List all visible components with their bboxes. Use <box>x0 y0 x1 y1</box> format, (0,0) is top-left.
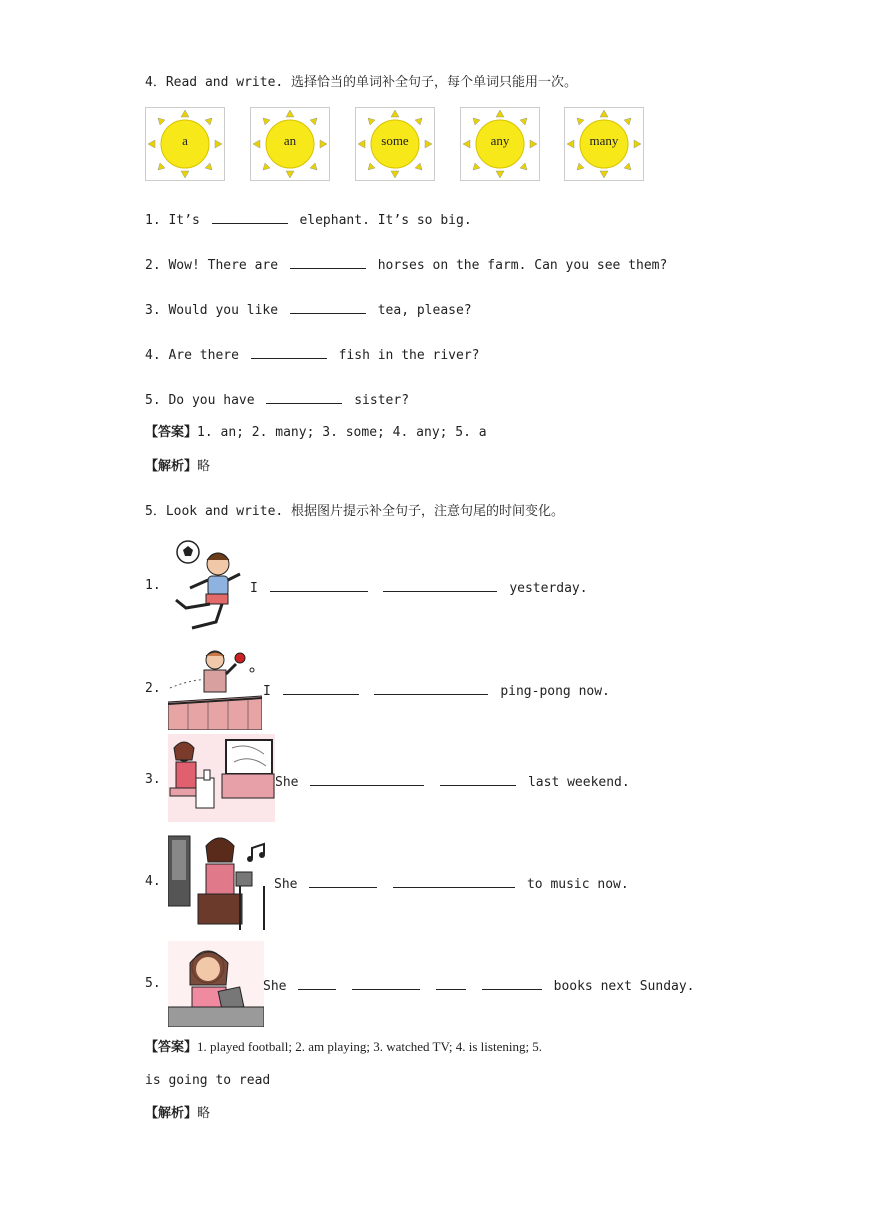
answer-blank[interactable] <box>283 681 359 695</box>
boy-playing-football-picture <box>168 538 248 634</box>
word-card-some <box>355 107 435 181</box>
section-5-answer: 【答案】1. played football; 2. am playing; 3. watched TV; 4. is listening; 5. <box>145 1039 543 1054</box>
section-4-title: 4．Read and write. 选择恰当的单词补全句子，每个单词只能用一次。 <box>145 75 578 90</box>
answer-blank[interactable] <box>290 255 366 269</box>
exercise-5-item-3: She last weekend. <box>275 772 630 790</box>
answer-blank[interactable] <box>482 976 542 990</box>
item-number: 3. <box>145 772 161 787</box>
answer-blank[interactable] <box>266 390 342 404</box>
girl-watching-tv-picture <box>168 734 275 822</box>
word-card-label: an <box>283 133 297 148</box>
word-card-label: a <box>182 133 188 148</box>
exercise-5-item-2: I ping-pong now. <box>263 681 610 699</box>
answer-blank[interactable] <box>393 874 515 888</box>
exercise-5-item-4: She to music now. <box>274 874 629 892</box>
answer-blank[interactable] <box>352 976 420 990</box>
item-number: 5. <box>145 976 161 991</box>
exercise-4-item-3: 3. Would you like tea, please? <box>145 300 472 320</box>
section-5-title: 5．Look and write. 根据图片提示补全句子，注意句尾的时间变化。 <box>145 504 565 519</box>
section-5-answer-continued: is going to read <box>145 1073 271 1088</box>
word-card-label: some <box>381 133 409 148</box>
answer-blank[interactable] <box>290 300 366 314</box>
answer-blank[interactable] <box>374 681 488 695</box>
girl-reading-book-picture <box>168 941 264 1027</box>
section-5-analysis: 【解析】略 <box>145 1106 211 1121</box>
answer-blank[interactable] <box>310 772 424 786</box>
girl-listening-to-music-picture <box>168 832 274 930</box>
section-4-answer: 【答案】1. an; 2. many; 3. some; 4. any; 5. a <box>145 425 487 440</box>
exercise-4-item-5: 5. Do you have sister? <box>145 390 409 410</box>
answer-blank[interactable] <box>298 976 336 990</box>
exercise-5-item-1: I yesterday. <box>250 578 588 596</box>
word-card-a <box>145 107 225 181</box>
boy-playing-ping-pong-picture <box>168 646 262 730</box>
exercise-5-item-5: She books next Sunday. <box>263 976 695 994</box>
exercise-4-item-4: 4. Are there fish in the river? <box>145 345 479 365</box>
word-card-label: any <box>490 133 510 148</box>
answer-blank[interactable] <box>270 578 368 592</box>
answer-blank[interactable] <box>440 772 516 786</box>
item-number: 4. <box>145 874 161 889</box>
word-bank <box>145 107 665 183</box>
word-card-an <box>250 107 330 181</box>
word-card-any <box>460 107 540 181</box>
answer-blank[interactable] <box>251 345 327 359</box>
exercise-4-item-1: 1. It’s elephant. It’s so big. <box>145 210 472 230</box>
word-card-label: many <box>589 133 619 148</box>
exercise-4-item-2: 2. Wow! There are horses on the farm. Can you see them? <box>145 255 667 275</box>
word-card-many <box>564 107 644 181</box>
item-number: 2. <box>145 681 161 696</box>
answer-blank[interactable] <box>436 976 466 990</box>
answer-blank[interactable] <box>212 210 288 224</box>
item-number: 1. <box>145 578 161 593</box>
answer-blank[interactable] <box>309 874 377 888</box>
answer-blank[interactable] <box>383 578 497 592</box>
section-4-analysis: 【解析】略 <box>145 459 211 474</box>
